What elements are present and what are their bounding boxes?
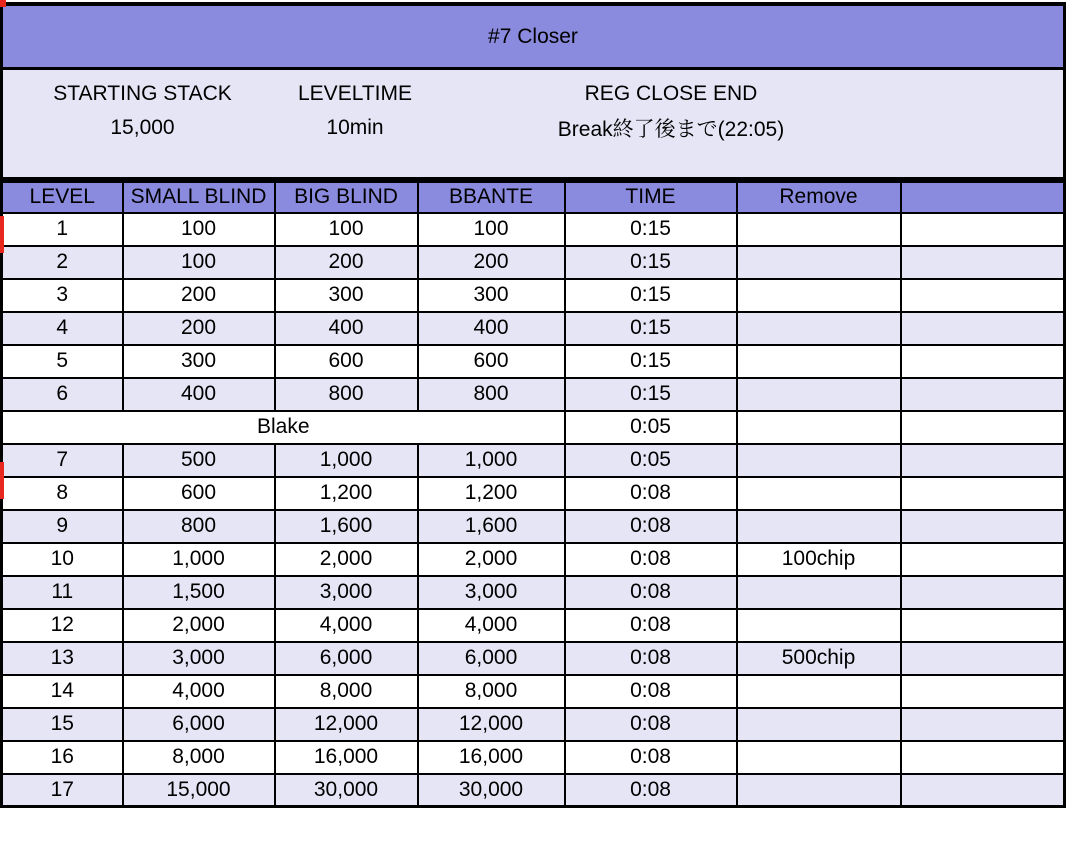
big-blind-cell: 6,000 (275, 642, 418, 675)
extra-cell (901, 213, 1065, 246)
column-header-bbante: BBANTE (418, 182, 565, 213)
time-cell: 0:15 (565, 378, 737, 411)
time-cell: 0:08 (565, 708, 737, 741)
small-blind-cell: 100 (123, 213, 275, 246)
remove-cell (737, 609, 901, 642)
remove-cell (737, 477, 901, 510)
level-cell: 9 (2, 510, 123, 543)
extra-cell (901, 444, 1065, 477)
time-cell: 0:15 (565, 345, 737, 378)
reg-close-end-label: REG CLOSE END (584, 82, 758, 105)
level-cell: 13 (2, 642, 123, 675)
remove-cell: 100chip (737, 543, 901, 576)
column-header-time: TIME (565, 182, 737, 213)
table-row (2, 576, 1065, 609)
small-blind-cell: 200 (123, 279, 275, 312)
bbante-cell: 16,000 (418, 741, 565, 774)
small-blind-cell: 15,000 (123, 774, 275, 807)
extra-cell (901, 675, 1065, 708)
extra-cell (901, 510, 1065, 543)
remove-cell (737, 279, 901, 312)
level-cell: 3 (2, 279, 123, 312)
extra-cell (901, 246, 1065, 279)
time-cell: 0:05 (565, 411, 737, 444)
bbante-cell: 800 (418, 378, 565, 411)
level-cell: 8 (2, 477, 123, 510)
big-blind-cell: 4,000 (275, 609, 418, 642)
time-cell: 0:15 (565, 213, 737, 246)
extra-cell (901, 642, 1065, 675)
small-blind-cell: 500 (123, 444, 275, 477)
big-blind-cell: 12,000 (275, 708, 418, 741)
table-row (2, 543, 1065, 576)
remove-cell (737, 774, 901, 807)
table-row (2, 510, 1065, 543)
big-blind-cell: 200 (275, 246, 418, 279)
table-row (2, 477, 1065, 510)
table-row (2, 675, 1065, 708)
time-cell: 0:08 (565, 477, 737, 510)
table-row (2, 774, 1065, 807)
time-cell: 0:08 (565, 609, 737, 642)
big-blind-cell: 1,200 (275, 477, 418, 510)
tournament-structure-sheet (0, 2, 1066, 808)
bbante-cell: 4,000 (418, 609, 565, 642)
level-cell: 16 (2, 741, 123, 774)
level-cell: 11 (2, 576, 123, 609)
big-blind-cell: 16,000 (275, 741, 418, 774)
extra-cell (901, 279, 1065, 312)
small-blind-cell: 1,500 (123, 576, 275, 609)
remove-cell (737, 246, 901, 279)
table-row (2, 741, 1065, 774)
remove-cell (737, 576, 901, 609)
page-title: #7 Closer (488, 24, 578, 48)
column-header-big-blind: BIG BLIND (275, 182, 418, 213)
bbante-cell: 2,000 (418, 543, 565, 576)
time-cell: 0:08 (565, 543, 737, 576)
big-blind-cell: 1,000 (275, 444, 418, 477)
big-blind-cell: 1,600 (275, 510, 418, 543)
blind-structure-table (0, 180, 1066, 808)
extra-cell (901, 741, 1065, 774)
table-row (2, 378, 1065, 411)
level-cell: 5 (2, 345, 123, 378)
remove-cell (737, 378, 901, 411)
column-header-remove: Remove (737, 182, 901, 213)
level-cell: 1 (2, 213, 123, 246)
time-cell: 0:05 (565, 444, 737, 477)
time-cell: 0:08 (565, 576, 737, 609)
big-blind-cell: 3,000 (275, 576, 418, 609)
bbante-cell: 400 (418, 312, 565, 345)
extra-cell (901, 774, 1065, 807)
time-cell: 0:08 (565, 774, 737, 807)
extra-cell (901, 345, 1065, 378)
remove-cell: 500chip (737, 642, 901, 675)
level-cell: 6 (2, 378, 123, 411)
level-cell: 14 (2, 675, 123, 708)
small-blind-cell: 4,000 (123, 675, 275, 708)
level-cell: 4 (2, 312, 123, 345)
bbante-cell: 6,000 (418, 642, 565, 675)
level-cell: 10 (2, 543, 123, 576)
table-header-row (2, 182, 1065, 213)
level-cell: 7 (2, 444, 123, 477)
remove-cell (737, 444, 901, 477)
red-corner-mark (0, 0, 6, 7)
small-blind-cell: 800 (123, 510, 275, 543)
remove-cell (737, 708, 901, 741)
bbante-cell: 1,000 (418, 444, 565, 477)
table-row (2, 345, 1065, 378)
extra-cell (901, 477, 1065, 510)
level-cell: 15 (2, 708, 123, 741)
break-label-cell: Blake (2, 411, 565, 444)
time-cell: 0:15 (565, 279, 737, 312)
table-row (2, 444, 1065, 477)
table-row (2, 213, 1065, 246)
bbante-cell: 600 (418, 345, 565, 378)
extra-cell (901, 411, 1065, 444)
table-row (2, 609, 1065, 642)
time-cell: 0:15 (565, 312, 737, 345)
remove-cell (737, 213, 901, 246)
break-row (2, 411, 1065, 444)
bbante-cell: 12,000 (418, 708, 565, 741)
title-banner (0, 2, 1066, 70)
remove-cell (737, 312, 901, 345)
bbante-cell: 100 (418, 213, 565, 246)
big-blind-cell: 30,000 (275, 774, 418, 807)
bbante-cell: 300 (418, 279, 565, 312)
big-blind-cell: 300 (275, 279, 418, 312)
big-blind-cell: 2,000 (275, 543, 418, 576)
extra-cell (901, 312, 1065, 345)
small-blind-cell: 8,000 (123, 741, 275, 774)
small-blind-cell: 2,000 (123, 609, 275, 642)
time-cell: 0:08 (565, 741, 737, 774)
table-row (2, 708, 1065, 741)
starting-stack-label: STARTING STACK (53, 82, 232, 105)
info-section (0, 70, 1066, 180)
leveltime-value: 10min (326, 116, 384, 139)
remove-cell (737, 345, 901, 378)
extra-cell (901, 576, 1065, 609)
small-blind-cell: 200 (123, 312, 275, 345)
small-blind-cell: 6,000 (123, 708, 275, 741)
time-cell: 0:08 (565, 510, 737, 543)
big-blind-cell: 400 (275, 312, 418, 345)
level-cell: 2 (2, 246, 123, 279)
bbante-cell: 200 (418, 246, 565, 279)
remove-cell (737, 741, 901, 774)
remove-cell (737, 510, 901, 543)
table-row (2, 312, 1065, 345)
big-blind-cell: 8,000 (275, 675, 418, 708)
extra-cell (901, 708, 1065, 741)
small-blind-cell: 400 (123, 378, 275, 411)
reg-close-end-value: Break終了後まで(22:05) (557, 118, 785, 141)
small-blind-cell: 100 (123, 246, 275, 279)
extra-cell (901, 378, 1065, 411)
column-header-level: LEVEL (2, 182, 123, 213)
table-row (2, 246, 1065, 279)
bbante-cell: 1,200 (418, 477, 565, 510)
column-header-small-blind: SMALL BLIND (123, 182, 275, 213)
column-header-blank (901, 182, 1065, 213)
time-cell: 0:08 (565, 675, 737, 708)
bbante-cell: 3,000 (418, 576, 565, 609)
small-blind-cell: 300 (123, 345, 275, 378)
time-cell: 0:15 (565, 246, 737, 279)
bbante-cell: 8,000 (418, 675, 565, 708)
small-blind-cell: 1,000 (123, 543, 275, 576)
remove-cell (737, 411, 901, 444)
big-blind-cell: 600 (275, 345, 418, 378)
red-row-mark-level1 (0, 216, 4, 253)
big-blind-cell: 800 (275, 378, 418, 411)
extra-cell (901, 609, 1065, 642)
level-cell: 17 (2, 774, 123, 807)
bbante-cell: 30,000 (418, 774, 565, 807)
big-blind-cell: 100 (275, 213, 418, 246)
bbante-cell: 1,600 (418, 510, 565, 543)
small-blind-cell: 600 (123, 477, 275, 510)
starting-stack-value: 15,000 (110, 116, 175, 139)
level-cell: 12 (2, 609, 123, 642)
small-blind-cell: 3,000 (123, 642, 275, 675)
red-row-mark-level7 (0, 462, 4, 499)
extra-cell (901, 543, 1065, 576)
leveltime-label: LEVELTIME (298, 82, 412, 105)
table-row (2, 279, 1065, 312)
remove-cell (737, 675, 901, 708)
time-cell: 0:08 (565, 642, 737, 675)
table-row (2, 642, 1065, 675)
